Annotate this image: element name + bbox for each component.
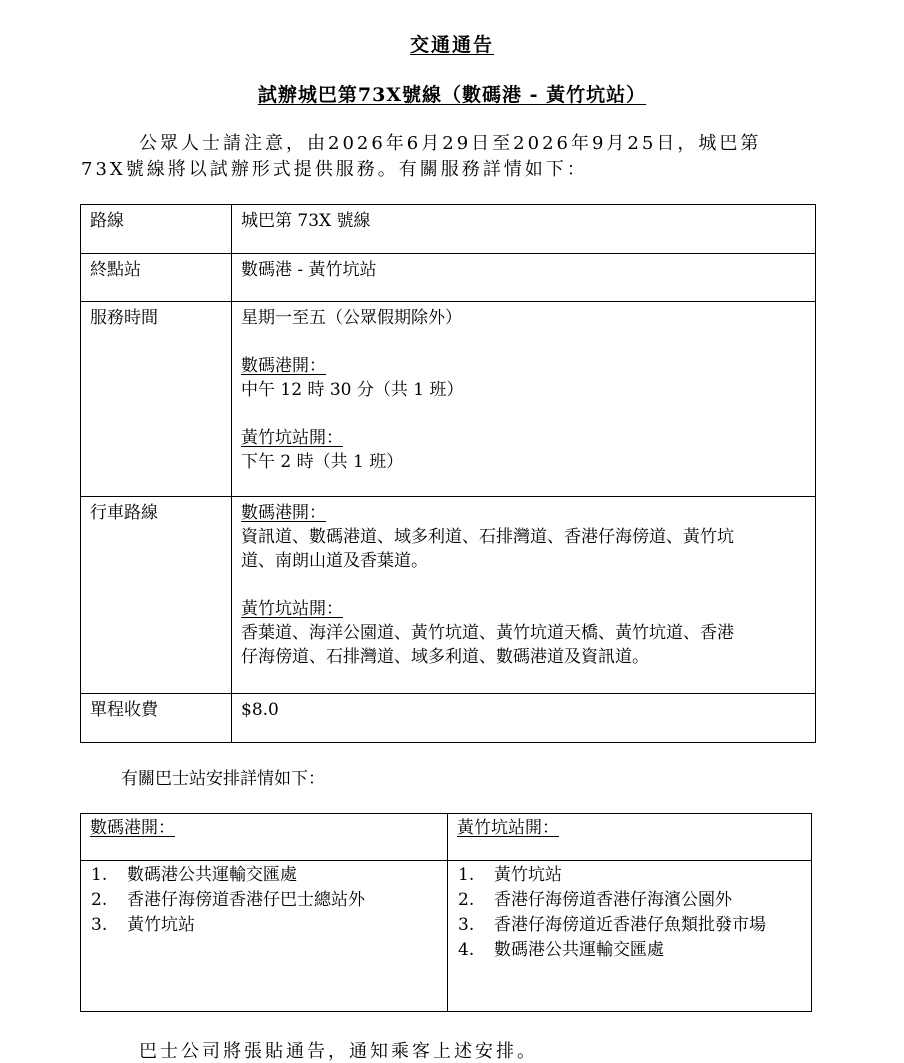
list-item: 1. 黃竹坑站	[458, 865, 562, 885]
intro-paragraph-line1: 公眾人士請注意，由2026年6月29日至2026年9月25日，城巴第	[139, 133, 762, 154]
terminus-value: 數碼港 - 黃竹坑站	[232, 254, 816, 302]
table-row	[81, 254, 816, 302]
list-item: 4. 數碼港公共運輸交匯處	[458, 940, 664, 960]
table-row	[81, 861, 812, 1012]
routing-cyberport-line1: 資訊道、數碼港道、域多利道、石排灣道、香港仔海傍道、黃竹坑	[241, 527, 734, 547]
table-row	[81, 814, 812, 861]
departure-cyberport-heading: 數碼港開：	[241, 356, 326, 376]
stops-col1-list	[81, 861, 448, 1012]
route-value: 城巴第 73X 號線	[232, 205, 816, 254]
routing-wongchukhang-line1: 香葉道、海洋公園道、黃竹坑道、黃竹坑道天橋、黃竹坑道、香港	[241, 623, 734, 643]
list-item: 3. 香港仔海傍道近香港仔魚類批發市場	[458, 915, 766, 935]
departure-cyberport-time: 中午 12 時 30 分（共 1 班）	[241, 380, 464, 400]
routing-label: 行車路線	[81, 497, 232, 694]
table-row	[81, 497, 816, 694]
list-item: 2. 香港仔海傍道香港仔巴士總站外	[91, 890, 365, 910]
intro-paragraph-line2: 73X號線將以試辦形式提供服務。有關服務詳情如下：	[81, 159, 588, 180]
fare-label: 單程收費	[81, 694, 232, 743]
routing-value	[232, 497, 816, 694]
departure-wongchukhang-time: 下午 2 時（共 1 班）	[241, 452, 404, 472]
service-days: 星期一至五（公眾假期除外）	[241, 308, 462, 328]
notice-subtitle: 試辦城巴第73X號線（數碼港 - 黃竹坑站）	[257, 84, 647, 106]
routing-wongchukhang-line2: 仔海傍道、石排灣道、域多利道、數碼港道及資訊道。	[241, 647, 649, 667]
stops-intro: 有關巴士站安排詳情如下：	[121, 769, 325, 789]
notice-title: 交通通告	[409, 34, 494, 56]
departure-wongchukhang-heading: 黃竹坑站開：	[241, 428, 343, 448]
table-row	[81, 205, 816, 254]
list-item: 1. 數碼港公共運輸交匯處	[91, 865, 297, 885]
service-hours-label: 服務時間	[81, 302, 232, 497]
fare-value: $8.0	[232, 694, 816, 743]
route-details-table	[80, 204, 816, 743]
routing-wongchukhang-heading: 黃竹坑站開：	[241, 599, 343, 619]
service-hours-value	[232, 302, 816, 497]
table-row	[81, 694, 816, 743]
terminus-label: 終點站	[81, 254, 232, 302]
closing-paragraph: 巴士公司將張貼通告，通知乘客上述安排。	[139, 1041, 538, 1062]
routing-cyberport-heading: 數碼港開：	[241, 503, 326, 523]
list-item: 2. 香港仔海傍道香港仔海濱公園外	[458, 890, 732, 910]
route-label: 路線	[81, 205, 232, 254]
table-row	[81, 302, 816, 497]
routing-cyberport-line2: 道、南朗山道及香葉道。	[241, 551, 428, 571]
bus-stops-table	[80, 813, 812, 1012]
stops-col2-heading: 黃竹坑站開：	[448, 814, 812, 861]
stops-col2-list	[448, 861, 812, 1012]
list-item: 3. 黃竹坑站	[91, 915, 195, 935]
stops-col1-heading: 數碼港開：	[81, 814, 448, 861]
